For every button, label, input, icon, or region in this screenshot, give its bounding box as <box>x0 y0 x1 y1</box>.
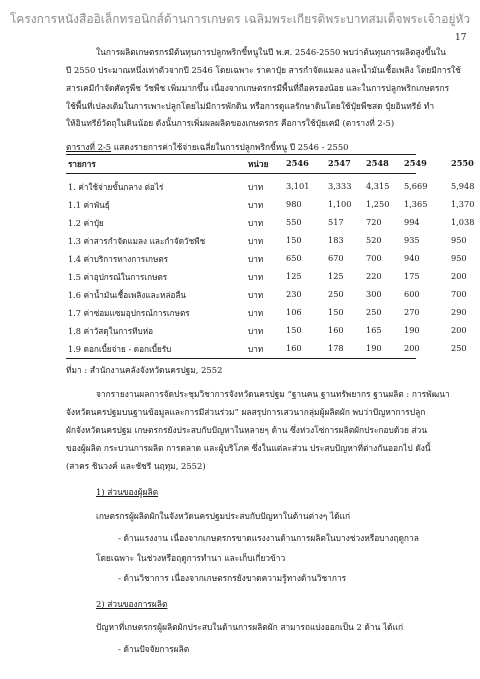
body-line-3: ผักจังหวัดนครปฐม เกษตรกรยังประสบกับปัญหาในหลายๆ ด้าน ซึ่งห่วงโซ่การผลิตผักประกอบด้วย ส่วน <box>66 425 428 435</box>
cell-2546: 3,101 <box>286 181 310 191</box>
table-row <box>66 181 475 199</box>
cell-2549: 190 <box>404 325 420 335</box>
body-line-4: ของผู้ผลิต กระบวนการผลิต การตลาด และผู้บริโภค ซึ่งในแต่ละส่วน ประสบปัญหาที่ต่างกันออกไป ดังนี้ <box>66 443 431 453</box>
table-top-rule <box>66 154 416 155</box>
cell-2550: 1,370 <box>451 199 475 209</box>
cell-2547: 183 <box>328 235 344 245</box>
cell-2547: 250 <box>328 289 344 299</box>
cell-item: 1.7 ค่าซ่อมแซมอุปกรณ์การเกษตร <box>68 308 190 318</box>
body-line-2: จังหวัดนครปฐมบนฐานข้อมูลและการมีส่วนร่วม” ผลสรุปการเสวนากลุ่มผู้ผลิตผัก พบว่าปัญหาการปลูก <box>66 407 426 417</box>
cell-2548: 220 <box>366 271 382 281</box>
section1-intro: เกษตรกรผู้ผลิตผักในจังหวัดนครปฐมประสบกับปัญหาในด้านต่างๆ ได้แก่ <box>96 511 351 521</box>
table-caption-text: แสดงรายการค่าใช้จ่ายเฉลี่ยในการปลูกพริกขี้หนู ปี 2546 - 2550 <box>111 142 349 152</box>
cell-item: 1.2 ค่าปุ๋ย <box>68 218 104 228</box>
section1-bullet2: - ด้านวิชาการ เนื่องจากเกษตรกรยังขาดความรู้ทางด้านวิชาการ <box>118 573 347 583</box>
cell-2546: 150 <box>286 325 302 335</box>
cell-item: 1.3 ค่าสารกำจัดแมลง และกำจัดวัชพืช <box>68 236 206 246</box>
cell-2547: 125 <box>328 271 344 281</box>
cell-2546: 980 <box>286 199 302 209</box>
cell-2550: 250 <box>451 343 467 353</box>
cell-2549: 200 <box>404 343 420 353</box>
header-2548: 2548 <box>366 158 389 168</box>
cell-item: 1.1 ค่าพันธุ์ <box>68 200 110 210</box>
cell-unit: บาท <box>248 218 264 228</box>
cell-2548: 520 <box>366 235 382 245</box>
cell-2549: 270 <box>404 307 420 317</box>
cell-2549: 5,669 <box>404 181 428 191</box>
section2-heading: 2) ส่วนของการผลิต <box>96 599 168 609</box>
table-row <box>66 217 475 235</box>
cell-2548: 300 <box>366 289 382 299</box>
cell-2548: 700 <box>366 253 382 263</box>
cell-2549: 1,365 <box>404 199 428 209</box>
cell-2546: 230 <box>286 289 302 299</box>
cell-2549: 994 <box>404 217 420 227</box>
header-2550: 2550 <box>451 158 474 168</box>
table-row <box>66 307 467 325</box>
intro-line-2: ปี 2550 ประมาณหนึ่งเท่าตัวจากปี 2546 โดยเฉพาะ ราคาปุ๋ย สารกำจัดแมลง และน้ำมันเชื้อเพลิง โดยมีการใช้ <box>66 65 461 75</box>
cell-item: 1.4 ค่าบริการทางการเกษตร <box>68 254 169 264</box>
intro-line-1: ในการผลิตเกษตรกรมีต้นทุนการปลูกพริกขี้หนูในปี พ.ศ. 2546-2550 พบว่าต้นทุนการผลิตสูงขึ้นใน <box>96 47 446 57</box>
cell-2550: 200 <box>451 325 467 335</box>
header-2547: 2547 <box>328 158 351 168</box>
table-row <box>66 271 467 289</box>
table-caption <box>66 140 348 154</box>
cell-item: 1. ค่าใช้จ่ายขั้นกลาง ต่อไร่ <box>68 182 164 192</box>
table-row <box>66 235 467 253</box>
cell-unit: บาท <box>248 272 264 282</box>
cell-2548: 720 <box>366 217 382 227</box>
section2-bullet1: - ด้านปัจจัยการผลิต <box>118 644 190 654</box>
header-item: รายการ <box>68 159 96 169</box>
section1-bullet1-line1: - ด้านแรงงาน เนื่องจากเกษตรกรขาดแรงงานด้านการผลิตในบางช่วงหรือบางฤดูกาล <box>118 533 419 543</box>
cell-2550: 290 <box>451 307 467 317</box>
cell-2546: 550 <box>286 217 302 227</box>
page-header: โครงการหนังสืออิเล็กทรอนิกส์ด้านการเกษตร เฉลิมพระเกียรติพระบาทสมเด็จพระเจ้าอยู่หัว <box>9 12 471 26</box>
table-source: ที่มา : สำนักงานคลังจังหวัดนครปฐม, 2552 <box>66 365 223 375</box>
cell-2547: 178 <box>328 343 344 353</box>
cell-2549: 935 <box>404 235 420 245</box>
cell-item: 1.9 ดอกเบี้ยจ่าย - ดอกเบี้ยรับ <box>68 344 172 354</box>
header-unit: หน่วย <box>248 159 269 169</box>
cell-2547: 160 <box>328 325 344 335</box>
cell-2549: 940 <box>404 253 420 263</box>
cell-2546: 650 <box>286 253 302 263</box>
cell-unit: บาท <box>248 290 264 300</box>
body-line-5: (สาคร ชินวงค์ และชัชรี นฤทุม, 2552) <box>66 461 206 471</box>
cell-2547: 517 <box>328 217 344 227</box>
header-2549: 2549 <box>404 158 427 168</box>
page-number: 17 <box>455 33 467 43</box>
section1-heading: 1) ส่วนของผู้ผลิต <box>96 487 159 497</box>
cell-2548: 4,315 <box>366 181 390 191</box>
cell-2548: 165 <box>366 325 382 335</box>
cell-2550: 1,038 <box>451 217 475 227</box>
cell-2550: 950 <box>451 253 467 263</box>
cell-unit: บาท <box>248 200 264 210</box>
cell-unit: บาท <box>248 344 264 354</box>
cell-unit: บาท <box>248 254 264 264</box>
cell-unit: บาท <box>248 308 264 318</box>
cell-2550: 200 <box>451 271 467 281</box>
section2-intro: ปัญหาที่เกษตรกรผู้ผลิตผักประสบในด้านการผลิตผัก สามารถแบ่งออกเป็น 2 ด้าน ได้แก่ <box>96 622 404 632</box>
cell-2547: 1,100 <box>328 199 352 209</box>
cell-2547: 3,333 <box>328 181 352 191</box>
cell-2548: 1,250 <box>366 199 390 209</box>
intro-line-5: ให้อินทรีย์วัตถุในดินน้อย ดังนั้นการเพิ่มผลผลิตของเกษตรกร คือการใช้ปุ๋ยเคมี (ตารางที่ 2-5) <box>66 118 395 128</box>
cell-2547: 670 <box>328 253 344 263</box>
cell-item: 1.6 ค่าน้ำมันเชื้อเพลิงและหล่อลื่น <box>68 290 187 300</box>
header-2546: 2546 <box>286 158 309 168</box>
cell-2546: 160 <box>286 343 302 353</box>
cell-unit: บาท <box>248 236 264 246</box>
cell-2550: 700 <box>451 289 467 299</box>
table-caption-label: ตารางที่ 2-5 <box>66 142 112 152</box>
cell-2548: 190 <box>366 343 382 353</box>
table-row <box>66 325 467 343</box>
table-row <box>66 199 475 217</box>
cell-2546: 125 <box>286 271 302 281</box>
cell-2546: 150 <box>286 235 302 245</box>
body-line-1: จากรายงานผลการจัดประชุมวิชาการจังหวัดนครปฐม “ฐานคน ฐานทรัพยากร ฐานผลิต : การพัฒนา <box>96 389 450 399</box>
cell-2547: 150 <box>328 307 344 317</box>
table-bottom-rule <box>66 358 416 359</box>
cell-2546: 106 <box>286 307 302 317</box>
cell-2548: 250 <box>366 307 382 317</box>
table-row <box>66 253 467 271</box>
cell-unit: บาท <box>248 326 264 336</box>
section1-bullet1-line2: โดยเฉพาะ ในช่วงหรือฤดูการทำนา และเก็บเกี่ยวข้าว <box>96 553 286 563</box>
cell-2550: 950 <box>451 235 467 245</box>
table-row <box>66 289 467 307</box>
cell-2549: 600 <box>404 289 420 299</box>
cell-2549: 175 <box>404 271 420 281</box>
intro-line-4: ใช้พื้นที่เปลงเดิมในการเพาะปลูกโดยไม่มีการพักดิน หรือการดูแลรักษาดินโดยใช้ปุ๋ยพืชสด ปุ๋ยอินทรีย์ ทำ <box>66 101 435 111</box>
cell-item: 1.8 ค่าวัสดุในการทีบห่อ <box>68 326 154 336</box>
cell-item: 1.5 ค่าอุปกรณ์ในการเกษตร <box>68 272 168 282</box>
cell-2550: 5,948 <box>451 181 475 191</box>
intro-line-3: สารเคมีกำจัดศัตรูพืช วัชพืช เพิ่มมากขึ้น เนื่องจากเกษตรกรมีพื้นที่ถือครองน้อย และในการปลูกพริกเกษตรกร <box>66 83 450 93</box>
table-header-rule <box>66 173 416 174</box>
cell-unit: บาท <box>248 182 264 192</box>
